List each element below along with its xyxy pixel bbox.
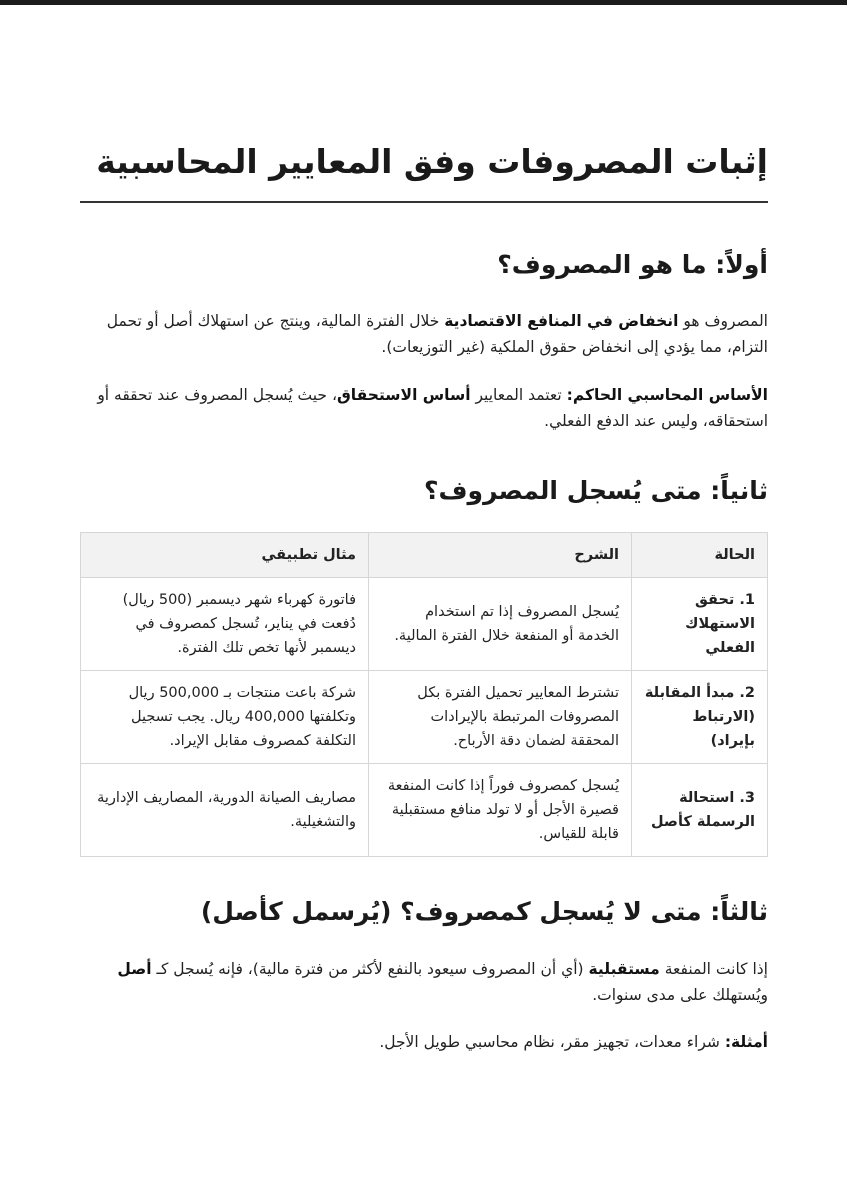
cell-case: 1. تحقق الاستهلاك الفعلي bbox=[632, 578, 768, 671]
section-1-heading: أولاً: ما هو المصروف؟ bbox=[497, 250, 768, 279]
header-explain: الشرح bbox=[369, 533, 632, 578]
section-1-paragraph-1 bbox=[80, 308, 768, 360]
cell-case: 3. استحالة الرسملة كأصل bbox=[632, 764, 768, 857]
text: شراء معدات، تجهيز مقر، نظام محاسبي طويل الأجل. bbox=[379, 1033, 725, 1051]
bold-text: مستقبلية bbox=[588, 960, 660, 978]
cell-example: شركة باعت منتجات بـ 500,000 ريال وتكلفتها 400,000 ريال. يجب تسجيل التكلفة كمصروف مقابل الإيراد. bbox=[81, 671, 369, 764]
text: ويُستهلك على مدى سنوات. bbox=[592, 986, 768, 1004]
page-title: إثبات المصروفات وفق المعايير المحاسبية bbox=[96, 142, 768, 181]
bold-text: أمثلة: bbox=[724, 1033, 768, 1051]
text: المصروف هو bbox=[678, 312, 768, 330]
cell-explain: تشترط المعايير تحميل الفترة بكل المصروفات المرتبطة بالإيرادات المحققة لضمان دقة الأرباح. bbox=[369, 671, 632, 764]
header-case: الحالة bbox=[632, 533, 768, 578]
cell-explain: يُسجل كمصروف فوراً إذا كانت المنفعة قصيرة الأجل أو لا تولد منافع مستقبلية قابلة للقياس. bbox=[369, 764, 632, 857]
bold-text: أصل bbox=[117, 960, 152, 978]
section-1-paragraph-2 bbox=[80, 382, 768, 434]
expense-recognition-table bbox=[80, 532, 768, 857]
cell-explain: يُسجل المصروف إذا تم استخدام الخدمة أو المنفعة خلال الفترة المالية. bbox=[369, 578, 632, 671]
title-divider bbox=[80, 201, 768, 203]
cell-case: 2. مبدأ المقابلة (الارتباط بإيراد) bbox=[632, 671, 768, 764]
top-border bbox=[0, 0, 847, 5]
text: (أي أن المصروف سيعود بالنفع لأكثر من فترة مالية)، فإنه يُسجل كـ bbox=[151, 960, 589, 978]
table-row bbox=[81, 671, 768, 764]
bold-text: الأساس المحاسبي الحاكم: bbox=[566, 386, 768, 404]
text: ، حيث يُسجل المصروف عند تحققه أو استحقاقه، وليس عند الدفع الفعلي. bbox=[97, 386, 768, 430]
cell-example: فاتورة كهرباء شهر ديسمبر (500 ريال) دُفعت في يناير، تُسجل كمصروف في ديسمبر لأنها تخص تلك الفترة. bbox=[81, 578, 369, 671]
section-2-heading: ثانياً: متى يُسجل المصروف؟ bbox=[424, 476, 768, 505]
section-3-heading: ثالثاً: متى لا يُسجل كمصروف؟ (يُرسمل كأصل) bbox=[200, 897, 768, 926]
bold-text: انخفاض في المنافع الاقتصادية bbox=[444, 312, 679, 330]
cell-example: مصاريف الصيانة الدورية، المصاريف الإدارية والتشغيلية. bbox=[81, 764, 369, 857]
text: تعتمد المعايير bbox=[470, 386, 567, 404]
section-3-paragraph-2 bbox=[80, 1029, 768, 1055]
text: خلال الفترة المالية، وينتج عن استهلاك أصل أو تحمل التزام، مما يؤدي إلى انخفاض حقوق الملكية (غير التوزيعات). bbox=[106, 312, 768, 356]
table-row bbox=[81, 764, 768, 857]
bold-text: أساس الاستحقاق bbox=[336, 386, 471, 404]
table-row bbox=[81, 578, 768, 671]
table-header-row bbox=[81, 533, 768, 578]
text: إذا كانت المنفعة bbox=[659, 960, 768, 978]
section-3-paragraph-1 bbox=[80, 956, 768, 1008]
header-example: مثال تطبيقي bbox=[81, 533, 369, 578]
